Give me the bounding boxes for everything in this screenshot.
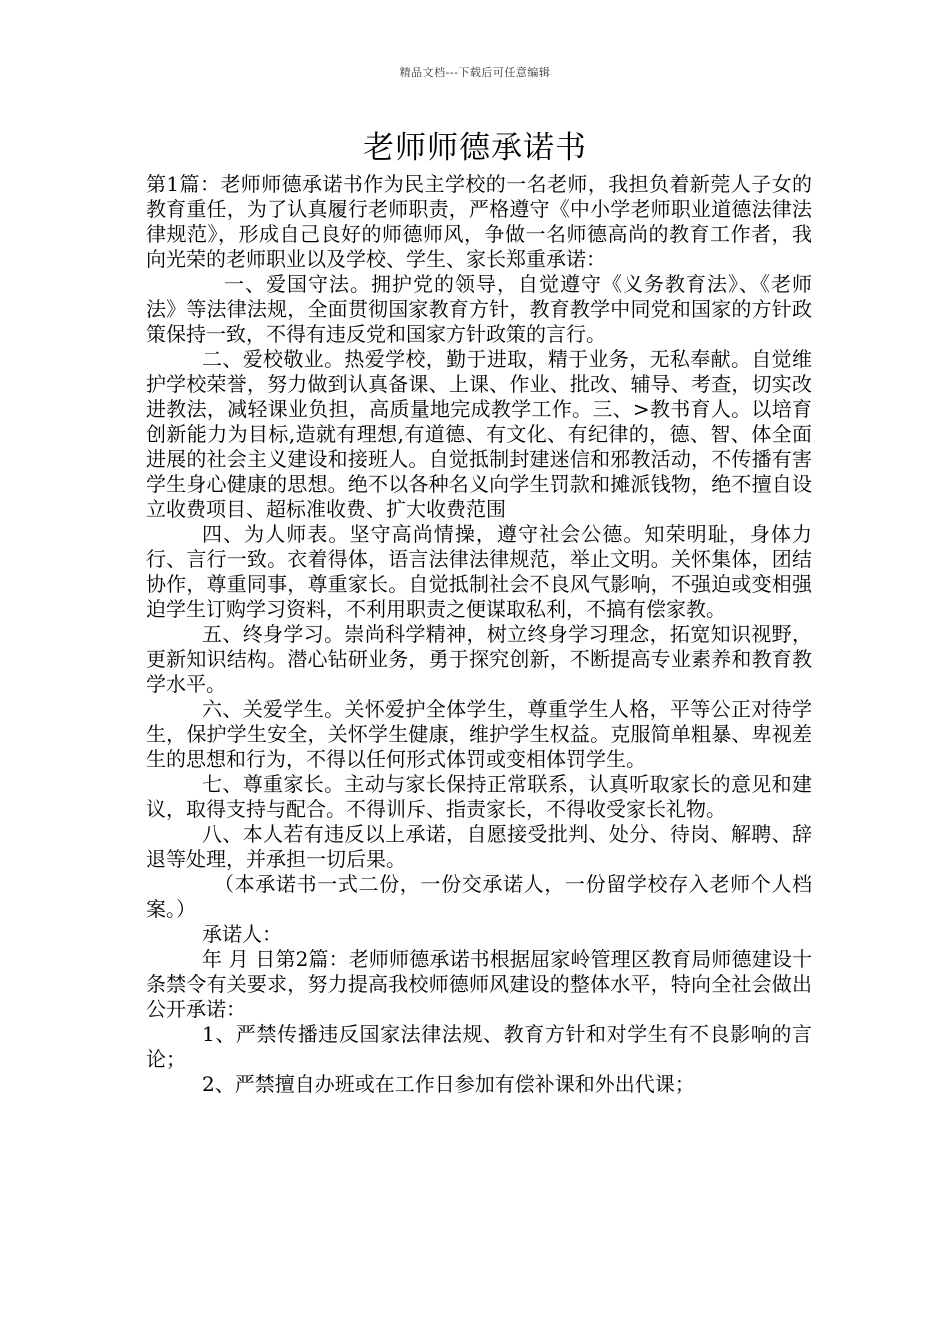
paragraph-intro: 第1篇：老师师德承诺书作为民主学校的一名老师，我担负着新莞人子女的教育重任，为了认真履行老师职责，严格遵守《中小学老师职业道德法律法律规范》，形成自己良好的师德师风，争做一名师德高尚的教育工作者，我向光荣的老师职业以及学校、学生、家长郑重承诺： [146,172,812,271]
paragraph-pledge-2-3: 二、爱校敬业。热爱学校，勤于进取，精于业务，无私奉献。自觉维护学校荣誉，努力做到认真备课、上课、作业、批改、辅导、考查，切实改进教法，减轻课业负担，高质量地完成教学工作。三、>教书育人。以培育创新能力为目标,造就有理想,有道德、有文化、有纪律的，德、智、体全面进展的社会主义建设和接班人。自觉抵制封建迷信和邪教活动，不传播有害学生身心健康的思想。绝不以各种名义向学生罚款和摊派钱物，绝不擅自设立收费项目、超标准收费、扩大收费范围 [146,347,812,521]
document-title: 老师师德承诺书 [363,130,587,166]
paragraph-rule-2: 2、严禁擅自办班或在工作日参加有偿补课和外出代课； [202,1072,695,1096]
paragraph-rule-1: 1、严禁传播违反国家法律法规、教育方针和对学生有不良影响的言论； [146,1022,812,1071]
document-body [146,172,812,1097]
page-header-note: 精品文档---下载后可任意编辑 [399,66,551,79]
paragraph-signatory: 承诺人： [202,922,282,946]
paragraph-pledge-8: 八、本人若有违反以上承诺，自愿接受批判、处分、待岗、解聘、辞退等处理，并承担一切后果。 [146,822,812,871]
paragraph-date-part2: 年 月 日第2篇：老师师德承诺书根据屈家岭管理区教育局师德建设十条禁令有关要求，努力提高我校师德师风建设的整体水平，特向全社会做出公开承诺： [146,947,812,1021]
paragraph-pledge-1: 一、爱国守法。拥护党的领导，自觉遵守《义务教育法》、《老师法》等法律法规，全面贯彻国家教育方针，教育教学中同党和国家的方针政策保持一致，不得有违反党和国家方针政策的言行。 [146,272,812,346]
paragraph-note: （本承诺书一式二份，一份交承诺人，一份留学校存入老师个人档案。） [146,872,812,921]
paragraph-pledge-5: 五、终身学习。崇尚科学精神，树立终身学习理念，拓宽知识视野，更新知识结构。潜心钻研业务，勇于探究创新，不断提高专业素养和教育教学水平。 [146,622,812,696]
paragraph-pledge-4: 四、为人师表。坚守高尚情操，遵守社会公德。知荣明耻，身体力行、言行一致。衣着得体，语言法律法律规范，举止文明。关怀集体，团结协作，尊重同事，尊重家长。自觉抵制社会不良风气影响，不强迫或变相强迫学生订购学习资料，不利用职责之便谋取私利，不搞有偿家教。 [146,522,812,621]
paragraph-pledge-7: 七、尊重家长。主动与家长保持正常联系，认真听取家长的意见和建议，取得支持与配合。不得训斥、指责家长，不得收受家长礼物。 [146,772,812,821]
paragraph-pledge-6: 六、关爱学生。关怀爱护全体学生，尊重学生人格，平等公正对待学生，保护学生安全，关怀学生健康，维护学生权益。克服简单粗暴、卑视差生的思想和行为，不得以任何形式体罚或变相体罚学生。 [146,697,812,771]
